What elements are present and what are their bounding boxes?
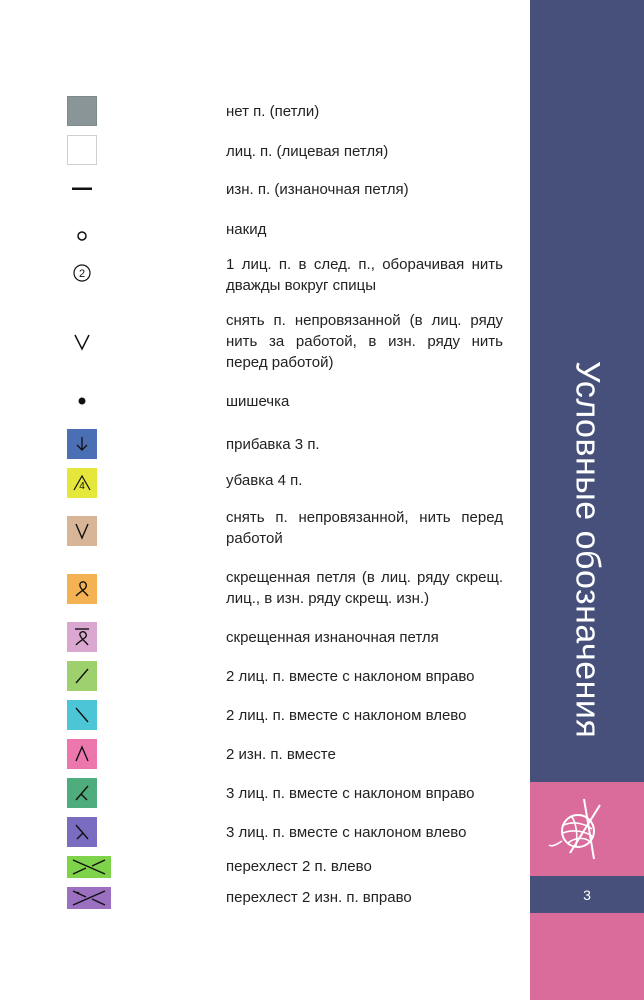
legend-text: 2 лиц. п. вместе с наклоном вправо <box>226 668 475 685</box>
legend-text: снять п. непровязанной (в лиц. ряду нить за работой, в изн. ряду нить перед работой) <box>226 312 503 371</box>
legend-text: перехлест 2 изн. п. вправо <box>226 889 412 906</box>
legend-text: перехлест 2 п. влево <box>226 858 372 875</box>
legend-text: нет п. (петли) <box>226 103 320 120</box>
slip-yarn-front-icon <box>67 516 97 546</box>
cross-2-left-icon <box>67 856 111 878</box>
knit-icon <box>67 135 97 165</box>
legend-text: 3 лиц. п. вместе с наклоном вправо <box>226 785 475 802</box>
legend-text: прибавка 3 п. <box>226 436 320 453</box>
no-stitch-icon <box>67 96 97 126</box>
cross-2-purl-right-icon <box>67 887 111 909</box>
legend-text: 3 лиц. п. вместе с наклоном влево <box>226 824 467 841</box>
k3tog-right-icon <box>67 778 97 808</box>
decrease-4-icon <box>67 468 97 498</box>
legend-text: изн. п. (изнаночная петля) <box>226 181 409 198</box>
page-number <box>530 876 644 913</box>
k3tog-left-icon <box>67 817 97 847</box>
legend-text: 2 изн. п. вместе <box>226 746 336 763</box>
page-number-text: 3 <box>583 886 591 903</box>
yarn-ball-icon <box>548 795 608 865</box>
double-wrap-icon <box>67 258 97 288</box>
purl-icon <box>67 174 97 204</box>
legend-text: снять п. непровязанной, нить перед работой <box>226 509 503 547</box>
decrease-4-glyph: 4 <box>79 481 85 492</box>
legend-text: 2 лиц. п. вместе с наклоном влево <box>226 707 467 724</box>
section-title <box>530 330 644 770</box>
legend-text: скрещенная петля (в лиц. ряду скрещ. лиц., в изн. ряду скрещ. изн.) <box>226 569 503 607</box>
legend-text: лиц. п. (лицевая петля) <box>226 143 389 160</box>
k2tog-right-icon <box>67 661 97 691</box>
legend-text: 1 лиц. п. в след. п., оборачивая нить дважды вокруг спицы <box>226 256 503 294</box>
twisted-purl-icon <box>67 622 97 652</box>
section-title-text: Условные обозначения <box>568 361 607 739</box>
p2tog-icon <box>67 739 97 769</box>
bobble-icon <box>67 386 97 416</box>
increase-3-icon <box>67 429 97 459</box>
legend-text: шишечка <box>226 393 290 410</box>
footer-block <box>530 913 644 1000</box>
yarn-over-icon <box>67 221 97 251</box>
legend-text: убавка 4 п. <box>226 472 303 489</box>
k2tog-left-icon <box>67 700 97 730</box>
slip-stitch-icon <box>67 327 97 357</box>
double-wrap-glyph: 2 <box>78 268 86 280</box>
legend-text: скрещенная изнаночная петля <box>226 629 439 646</box>
legend-text: накид <box>226 221 267 238</box>
twisted-stitch-icon <box>67 574 97 604</box>
